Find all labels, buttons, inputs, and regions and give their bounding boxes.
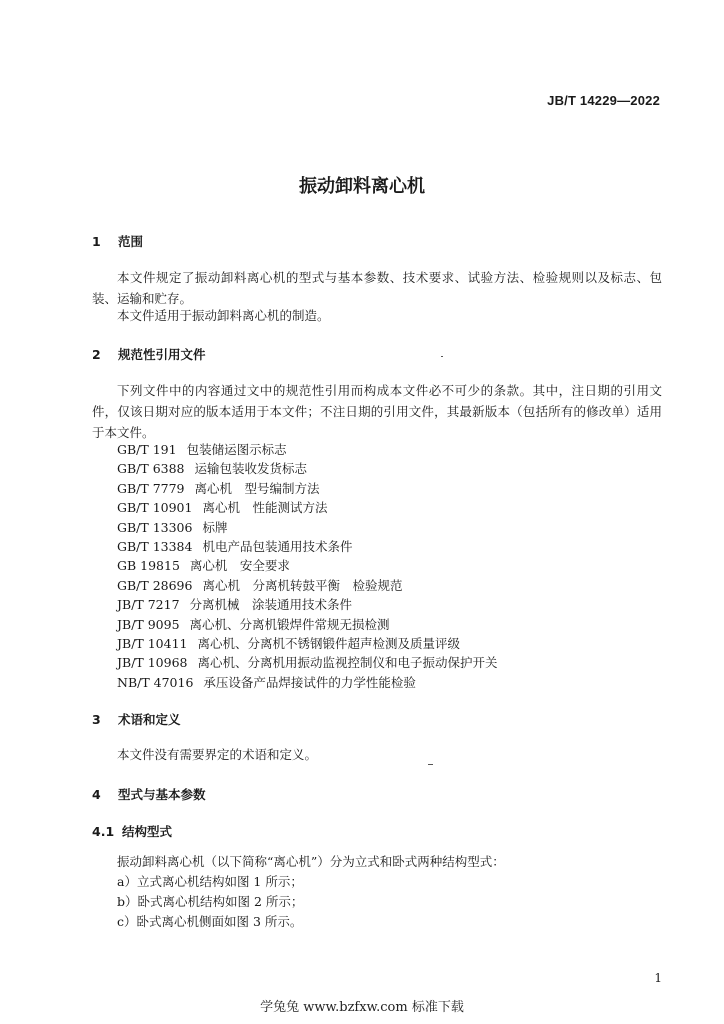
section-4-heading — [92, 785, 206, 803]
list-item — [117, 595, 498, 614]
section-title: 范围 — [118, 234, 144, 249]
list-item — [117, 615, 498, 634]
standard-code: JB/T 14229—2022 — [547, 93, 660, 108]
list-item — [117, 653, 498, 672]
ref-title: 包装储运图示标志 — [186, 442, 287, 457]
watermark-footer: 学兔兔 www.bzfxw.com 标准下载 — [260, 1000, 464, 1015]
ref-code: GB/T 191 — [117, 442, 177, 457]
list-item-a: a）立式离心机结构如图 1 所示； — [117, 874, 303, 889]
ref-title: 标牌 — [202, 519, 228, 535]
list-item-c: c）卧式离心机侧面如图 3 所示。 — [117, 914, 303, 929]
ref-title: 离心机 型号编制方法 — [194, 480, 320, 496]
list-item — [117, 459, 498, 478]
section-1-heading — [92, 232, 143, 250]
ref-title: 机电产品包装通用技术条件 — [202, 539, 353, 555]
ref-code: JB/T 9095 — [117, 616, 180, 632]
ref-code: GB/T 10901 — [117, 500, 193, 516]
ref-code: GB 19815 — [117, 558, 180, 574]
section-number: 1 — [92, 234, 101, 249]
section-number: 4 — [92, 787, 101, 802]
section-title: 规范性引用文件 — [118, 347, 206, 362]
section-number: 4.1 — [92, 824, 115, 839]
ref-code: NB/T 47016 — [117, 674, 194, 690]
ref-code: GB/T 13384 — [117, 539, 193, 555]
list-item — [117, 479, 498, 498]
ref-code: GB/T 7779 — [117, 480, 185, 496]
page-number: 1 — [654, 971, 662, 985]
subsection-4-1-paragraph: 振动卸料离心机（以下简称“离心机”）分为立式和卧式两种结构型式： — [117, 854, 505, 869]
list-item — [117, 440, 498, 459]
ref-title: 承压设备产品焊接试件的力学性能检验 — [203, 674, 416, 690]
list-item — [117, 556, 498, 575]
ref-title: 离心机、分离机不锈钢锻件超声检测及质量评级 — [197, 636, 460, 652]
list-item — [117, 576, 498, 595]
normative-reference-list — [117, 440, 498, 692]
section-1-paragraph-2: 本文件适用于振动卸料离心机的制造。 — [117, 308, 330, 323]
ref-title: 离心机、分离机锻焊件常规无损检测 — [189, 616, 390, 632]
list-item — [117, 518, 498, 537]
section-3-paragraph-1: 本文件没有需要界定的术语和定义。 — [117, 747, 318, 762]
section-title: 术语和定义 — [118, 712, 181, 727]
section-2-paragraph-1: 下列文件中的内容通过文中的规范性引用而构成本文件必不可少的条款。其中，注日期的引用文件，仅该日期对应的版本适用于本文件；不注日期的引用文件，其最新版本（包括所有的修改单）适用于本文件。 — [92, 383, 662, 440]
ref-title: 离心机 安全要求 — [189, 558, 290, 574]
list-item — [117, 498, 498, 517]
ref-title: 分离机械 涂装通用技术条件 — [189, 597, 353, 613]
ref-title: 离心机 分离机转鼓平衡 检验规范 — [202, 577, 403, 593]
ref-title: 离心机 性能测试方法 — [202, 500, 328, 516]
section-1-paragraph-1: 本文件规定了振动卸料离心机的型式与基本参数、技术要求、试验方法、检验规则以及标志、包装、运输和贮存。 — [92, 270, 662, 306]
ref-code: GB/T 6388 — [117, 461, 185, 477]
list-item — [117, 537, 498, 556]
section-number: 2 — [92, 347, 101, 362]
ref-code: JB/T 10411 — [117, 636, 188, 652]
section-2-heading — [92, 345, 206, 363]
subsection-4-1-heading — [92, 822, 172, 840]
section-number: 3 — [92, 712, 101, 727]
ref-title: 离心机、分离机用振动监视控制仪和电子振动保护开关 — [197, 655, 498, 671]
ref-code: GB/T 28696 — [117, 577, 193, 593]
section-3-heading — [92, 710, 181, 728]
section-title: 型式与基本参数 — [118, 787, 206, 802]
ref-code: JB/T 7217 — [117, 597, 180, 613]
scan-speck — [428, 764, 433, 765]
ref-title: 运输包装收发货标志 — [194, 461, 308, 477]
ref-code: JB/T 10968 — [117, 655, 188, 671]
list-item — [117, 673, 498, 692]
list-item — [117, 634, 498, 653]
section-title: 结构型式 — [122, 824, 173, 839]
scan-speck — [441, 356, 443, 357]
document-title: 振动卸料离心机 — [299, 176, 425, 197]
ref-code: GB/T 13306 — [117, 519, 193, 535]
list-item-b: b）卧式离心机结构如图 2 所示； — [117, 894, 304, 909]
